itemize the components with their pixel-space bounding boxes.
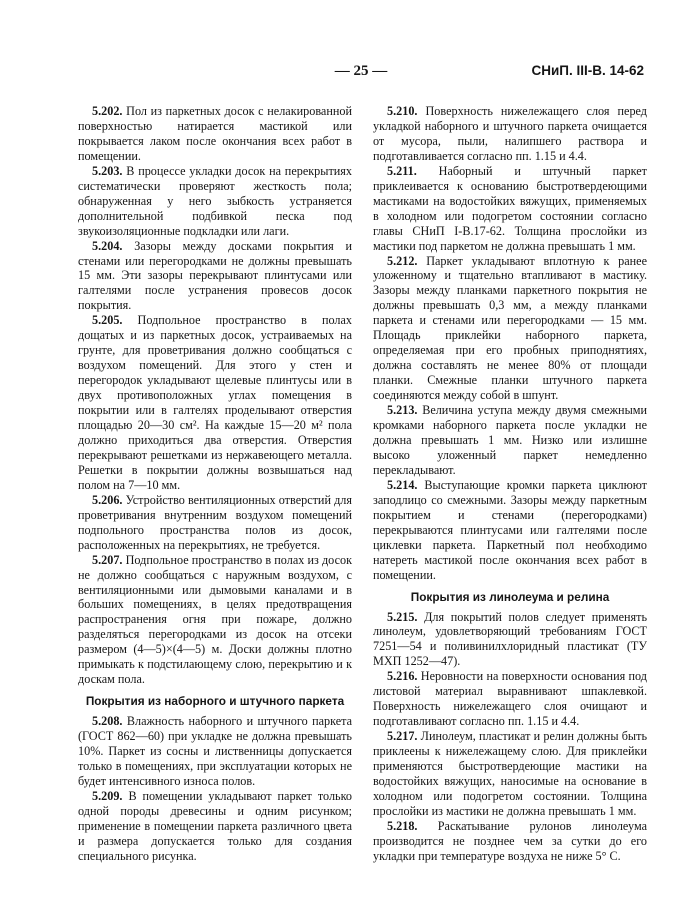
paragraph-text: Линолеум, пластикат и релин должны быть приклеены к нижележащему слою. Для приклейки применяются быстротвердеющие мастики на водостойких вяжущих, наносимые на основание в холодном или подогретом состоянии. Толщина прослойки из мастики не должна превышать 1 мм. xyxy=(373,729,647,818)
paragraph xyxy=(373,669,647,729)
paragraph xyxy=(373,729,647,819)
page-header xyxy=(78,63,644,83)
paragraph xyxy=(373,610,647,670)
paragraph-number: 5.216. xyxy=(387,669,418,684)
paragraph-text: Величина уступа между двумя смежными кромками наборного паркета после укладки не должна превышать 1 мм. Низко или излишне высоко уложенный паркет немедленно перекладывают. xyxy=(373,403,647,477)
paragraph xyxy=(78,493,352,553)
paragraph-text: В помещении укладывают паркет только одной породы древесины и одним рисунком; применение в помещении паркета различного цвета и размера допускается только для создания специального рисунка. xyxy=(78,788,352,863)
paragraph-number: 5.213. xyxy=(387,403,418,418)
paragraph-number: 5.209. xyxy=(92,788,123,803)
paragraph xyxy=(78,313,352,492)
paragraph-number: 5.208. xyxy=(92,714,123,729)
right-column xyxy=(373,104,647,864)
paragraph-text: Для покрытий полов следует применять линолеум, удовлетворяющий требованиям ГОСТ 7251—54 и поливинилхлоридный пластикат (ТУ МХП 1252—47). xyxy=(373,609,648,669)
paragraph-text: Влажность наборного и штучного паркета (ГОСТ 862—60) при укладке не должна превышать 10%. Паркет из сосны и лиственницы допускается только в помещениях, при эксплуатации которых не будет интенсивного износа полов. xyxy=(78,714,352,788)
paragraph xyxy=(373,104,647,164)
paragraph xyxy=(78,104,352,164)
left-column xyxy=(78,104,352,864)
paragraph-number: 5.214. xyxy=(387,477,418,492)
paragraph-number: 5.204. xyxy=(92,238,123,253)
paragraph-number: 5.210. xyxy=(387,104,418,118)
paragraph-text: Пол из паркетных досок с нелакированной поверхностью натирается мастикой или покрывается лаком после окончания всех работ в помещении. xyxy=(78,104,352,163)
paragraph-number: 5.212. xyxy=(387,253,418,268)
paragraph-text: Раскатывание рулонов линолеума производится не позднее чем за сутки до его укладки при температуре воздуха не ниже 5° С. xyxy=(373,818,648,863)
paragraph xyxy=(78,239,352,314)
paragraph xyxy=(373,254,647,404)
paragraph xyxy=(373,478,647,583)
paragraph-number: 5.206. xyxy=(92,492,123,507)
paragraph-text: Наборный и штучный паркет приклеивается к основанию быстротвердеющими мастиками на водостойких вяжущих, применяемых в холодном или подогретом состоянии согласно главы СНиП I-В.17-62. Толщина прослойки из мастики под паркетом не должна превышать 1 мм. xyxy=(373,163,648,253)
page-number: — 25 — xyxy=(334,63,388,79)
paragraph-number: 5.218. xyxy=(387,818,418,833)
section-heading: Покрытия из линолеума и релина xyxy=(410,589,610,604)
paragraph xyxy=(78,789,352,864)
paragraph-text: Выступающие кромки паркета циклюют заподлицо со смежными. Зазоры между паркетным покрытием и стенами (перегородками) перекрываются плинтусами или галтелями после циклевки паркета. Паркетный пол необходимо натереть мастикой после окончания всех работ в помещении. xyxy=(373,477,647,582)
paragraph-text: Подпольное пространство в полах дощатых и из паркетных досок, устраиваемых на грунте, для проветривания должно сообщаться с воздухом помещений. Для этого у стен и перегородок укладывают щелевые плинтусы или в двух противоположных углах помещения в покрытии или в галтелях проделывают отверстия площадью 20—30 см². На каждые 15—20 м² пола должно приходиться два отверстия. Отверстия перекрывают решетками из нержавеющего металла. Решетки в покрытии должны возвышаться над полом на 7—10 мм. xyxy=(78,313,353,492)
paragraph-text: Подпольное пространство в полах из досок не должно сообщаться с наружным воздухом, с вентиляционными или дымовыми каналами и в больших помещениях, в целях предотвращения распространения огня при пожаре, должно разделяться перегородками из досок на отсеки размером (4—5)×(4—5) м. Доски должны плотно примыкать к подстилающему слою, перекрытию и к доскам пола. xyxy=(78,552,352,687)
section-heading: Покрытия из наборного и штучного паркета xyxy=(85,694,345,709)
paragraph-number: 5.203. xyxy=(92,163,123,178)
paragraph-text: Паркет укладывают вплотную к ранее уложенному и тщательно втапливают в мастику. Зазоры между планками паркетного покрытия не должны превышать 0,3 мм, а между планками паркета и стенами или перегородками — 15 мм. Площадь приклейки наборного паркета, определяемая при его пробных приподнятиях, должна составлять не менее 80% от площади планки. Смежные планки штучного паркета соединяются между собой в шпунт. xyxy=(373,253,647,403)
paragraph xyxy=(78,164,352,239)
paragraph xyxy=(78,553,352,688)
paragraph xyxy=(78,714,352,789)
paragraph-text: В процессе укладки досок на перекрытиях систематически проверяют жесткость пола; обнаруженная у него зыбкость устраняется дополнительной подбивкой песка под звукоизоляционные подкладки или лаги. xyxy=(78,163,352,238)
paragraph-text: Поверхность нижележащего слоя перед укладкой наборного и штучного паркета очищается от мусора, пыли, налипшего раствора и подготавливается согласно пп. 1.15 и 4.4. xyxy=(373,104,647,163)
paragraph-text: Устройство вентиляционных отверстий для проветривания внутренним воздухом помещений подпольного пространства полов из досок, расположенных на перекрытиях, не требуется. xyxy=(78,492,352,552)
paragraph-text: Неровности на поверхности основания под листовой материал выравнивают шпаклевкой. Поверхность нижележащего слоя очищают и подготавливают согласно пп. 1.15 и 4.4. xyxy=(373,669,647,729)
paragraph-number: 5.202. xyxy=(92,104,123,118)
paragraph-number: 5.217. xyxy=(387,729,418,744)
paragraph-number: 5.207. xyxy=(92,552,123,567)
paragraph xyxy=(373,164,647,254)
paragraph-number: 5.211. xyxy=(387,163,417,178)
paragraph-number: 5.215. xyxy=(387,609,418,624)
paragraph xyxy=(373,819,647,864)
paragraph xyxy=(373,403,647,478)
paragraph-text: Зазоры между досками покрытия и стенами или перегородками не должны превышать 15 мм. Эти зазоры перекрывают плинтусами или галтелями после устранения провесов досок покрытия. xyxy=(78,238,353,313)
paragraph-number: 5.205. xyxy=(92,313,123,328)
document-code: СНиП. III-В. 14-62 xyxy=(531,63,644,78)
